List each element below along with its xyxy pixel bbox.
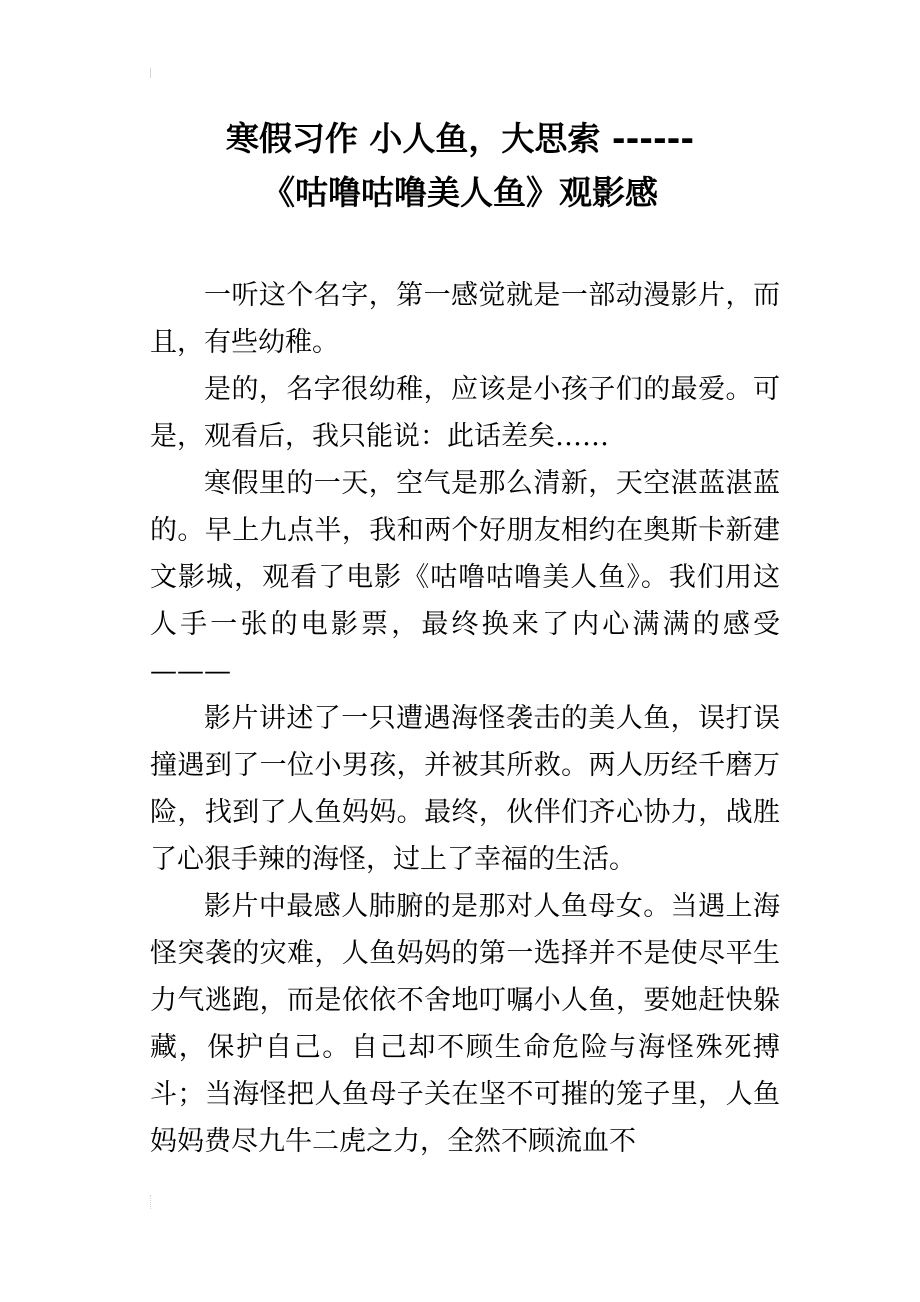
crop-mark-bottom [150,1195,155,1209]
article-body [150,272,780,1165]
paragraph-3: 寒假里的一天，空气是那么清新，天空湛蓝湛蓝的。早上九点半，我和两个好朋友相约在奥斯卡新建文影城，观看了电影《咕噜咕噜美人鱼》。我们用这人手一张的电影票，最终换来了内心满满的感受——— [150,468,780,687]
crop-mark-top [150,68,155,78]
document-title [100,112,820,220]
paragraph-2: 是的，名字很幼稚，应该是小孩子们的最爱。可是，观看后，我只能说：此话差矣…… [150,374,780,452]
title-line-2: 《咕噜咕噜美人鱼》观影感 [262,173,658,212]
paragraph-1: 一听这个名字，第一感觉就是一部动漫影片，而且，有些幼稚。 [150,280,780,358]
paragraph-4: 影片讲述了一只遭遇海怪袭击的美人鱼，误打误撞遇到了一位小男孩，并被其所救。两人历经千磨万险，找到了人鱼妈妈。最终，伙伴们齐心协力，战胜了心狠手辣的海怪，过上了幸福的生活。 [150,703,780,875]
paragraph-5: 影片中最感人肺腑的是那对人鱼母女。当遇上海怪突袭的灾难，人鱼妈妈的第一选择并不是使尽平生力气逃跑，而是依依不舍地叮嘱小人鱼，要她赶快躲藏，保护自己。自己却不顾生命危险与海怪殊死搏斗；当海怪把人鱼母子关在坚不可摧的笼子里，人鱼妈妈费尽九牛二虎之力，全然不顾流血不 [150,891,780,1157]
title-line-1: 寒假习作 小人鱼，大思索 ------ [225,119,695,158]
